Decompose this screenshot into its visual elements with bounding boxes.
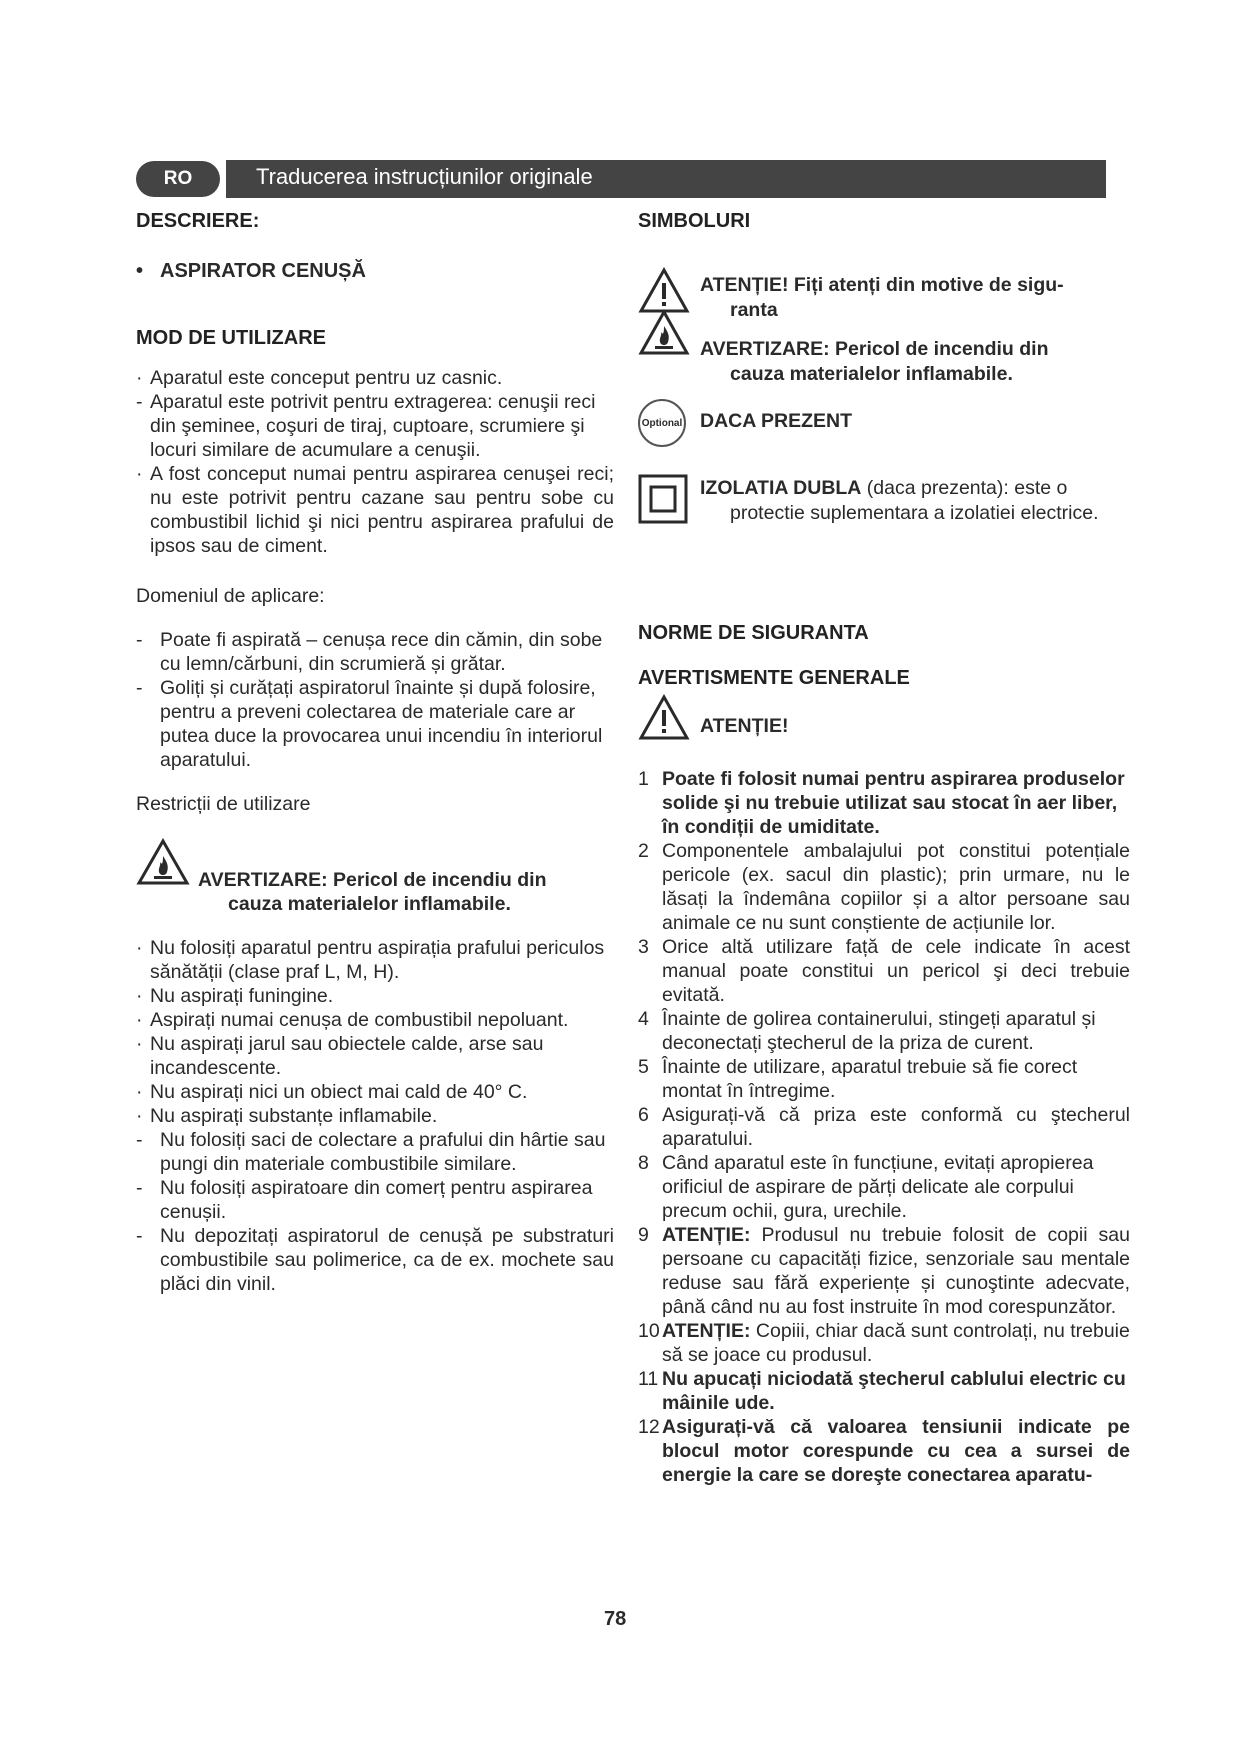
general-warnings-heading: AVERTISMENTE GENERALE [638,667,910,689]
rule-12: 12 Asigurați-vă că valoarea tensiunii indicate pe blocul motor corespunde cu cea a sursei de energie la care se doreşte conectarea aparatu- [638,1416,1130,1486]
fire-warning-icon [136,838,190,888]
restr-item-5: · Nu aspirați nici un obiect mai cald de 40° C. [136,1081,528,1103]
rule-10: 10 ATENȚIE: Copiii, chiar dacă sunt controlați, nu trebuie să se joace cu produsul. [638,1320,1130,1366]
language-badge: RO [136,161,220,197]
domain-label: Domeniul de aplicare: [136,585,325,607]
page-number: 78 [604,1608,627,1630]
rule-9: 9 ATENȚIE: Produsul nu trebuie folosit de copii sau persoane cu capacități fizice, senzoriale sau mentale reduse sau fără experiențe și cunoştinte adecvate, până când nu au fost instruite în mod corespunzător. [638,1224,1130,1318]
restr-item-3: · Aspirați numai cenușa de combustibil nepoluant. [136,1009,569,1031]
symbol-double-insulation: IZOLATIA DUBLA (daca prezenta): este o protectie suplementara a izolatiei electrice. [638,476,1130,526]
fire-warning-block [136,838,614,920]
rule-1: 1 Poate fi folosit numai pentru aspirarea produselor solide şi nu trebuie utilizat sau stocat în aer liber, în condiții de umiditate. [638,768,1125,838]
symbols-heading: SIMBOLURI [638,210,751,232]
bullet: • [136,260,144,282]
description-heading: DESCRIERE: [136,210,260,232]
domain-item-2: - Goliți și curățați aspiratorul înainte și după folosire, pentru a preveni colectarea de materiale care ar putea duce la provocarea unui incendiu în interiorul aparatului. [136,677,603,771]
rule-5: 5 Înainte de utilizare, aparatul trebuie să fie corect montat în întregime. [638,1056,1078,1102]
safety-rules-list [638,767,1130,1487]
symbol-optional: Optional DACA PREZENT [638,409,1130,434]
restr-item-4: · Nu aspirați jarul sau obiectele calde, arse sau incandescente. [136,1033,544,1079]
symbol-attention: ATENȚIE! Fiți atenți din motive de sigu- ranta [638,273,1130,323]
restr-item-7: - Nu folosiți saci de colectare a prafului din hârtie sau pungi din materiale combustibile similare. [136,1129,606,1175]
usage-item-1: · Aparatul este conceput pentru uz casnic. [136,367,503,389]
rule-2: 2 Componentele ambalajului pot constitui potențiale pericole (ex. sacul din plastic); prin urmare, nu le lăsați la îndemâna copiilor și a altor persoane sau animale ce nu sunt conștiente de acțiunile lor. [638,840,1130,934]
usage-list [136,366,614,558]
usage-heading: MOD DE UTILIZARE [136,327,326,349]
restr-item-6: · Nu aspirați substanțe inflamabile. [136,1105,438,1127]
rule-11: 11 Nu apucați niciodată ştecherul cablului electric cu mâinile ude. [638,1368,1126,1414]
description-item-text: ASPIRATOR CENUȘĂ [160,260,366,282]
left-column [136,206,614,1296]
usage-item-2: - Aparatul este potrivit pentru extragerea: cenuşii reci din şeminee, coşuri de tiraj, cuptoare, scrumiere şi locuri similare de acumulare a cenuşii. [136,391,596,461]
restr-item-1: · Nu folosiți aparatul pentru aspirația prafului periculos sănătății (clase praf L, M, H). [136,937,605,983]
usage-item-3: · A fost conceput numai pentru aspirarea cenuşei reci; nu este potrivit pentru cazane sau pentru sobe cu combustibil lichid şi nici pentru aspirarea prafului de ipsos sau de ciment. [136,463,614,557]
attention-row: ATENȚIE! [638,714,1130,739]
description-item [136,259,614,283]
restrictions-list [136,936,614,1296]
rule-4: 4 Înainte de golirea containerului, stingeți aparatul și deconectați ştecherul de la priza de curent. [638,1008,1096,1054]
optional-icon: Optional [638,399,686,447]
domain-item-1: - Poate fi aspirată – cenușa rece din cămin, din sobe cu lemn/cărbuni, din scrumieră și grătar. [136,629,603,675]
symbol-fire-warning: AVERTIZARE: Pericol de incendiu din cauza materialelor inflamabile. [638,337,1130,387]
page-title: Traducerea instrucțiunilor originale [256,164,593,189]
domain-list [136,628,614,772]
fire-warning-text: AVERTIZARE: Pericol de incendiu din cauza materialelor inflamabile. [198,869,547,915]
fire-warning-icon [638,309,690,357]
restr-item-2: · Nu aspirați funingine. [136,985,334,1007]
rule-3: 3 Orice altă utilizare față de cele indicate în acest manual poate constitui un pericol şi deci trebuie evitată. [638,936,1130,1006]
warning-triangle-icon [638,267,690,315]
restrictions-label: Restricții de utilizare [136,793,311,815]
warning-triangle-icon [638,694,690,742]
right-column [638,206,1130,1487]
rule-6: 6 Asigurați-vă că priza este conformă cu ştecherul aparatului. [638,1104,1130,1150]
restr-item-8: - Nu folosiți aspiratoare din comerț pentru aspirarea cenușii. [136,1177,593,1223]
restr-item-9: - Nu depozitați aspiratorul de cenușă pe substraturi combustibile sau polimerice, ca de ex. mochete sau plăci din vinil. [136,1225,614,1295]
rule-8: 8 Când aparatul este în funcțiune, evitați apropierea orificiul de aspirare de părți delicate ale corpului precum ochii, gura, urechile. [638,1152,1094,1222]
safety-heading: NORME DE SIGURANTA [638,622,869,644]
double-insulation-icon [638,474,688,524]
